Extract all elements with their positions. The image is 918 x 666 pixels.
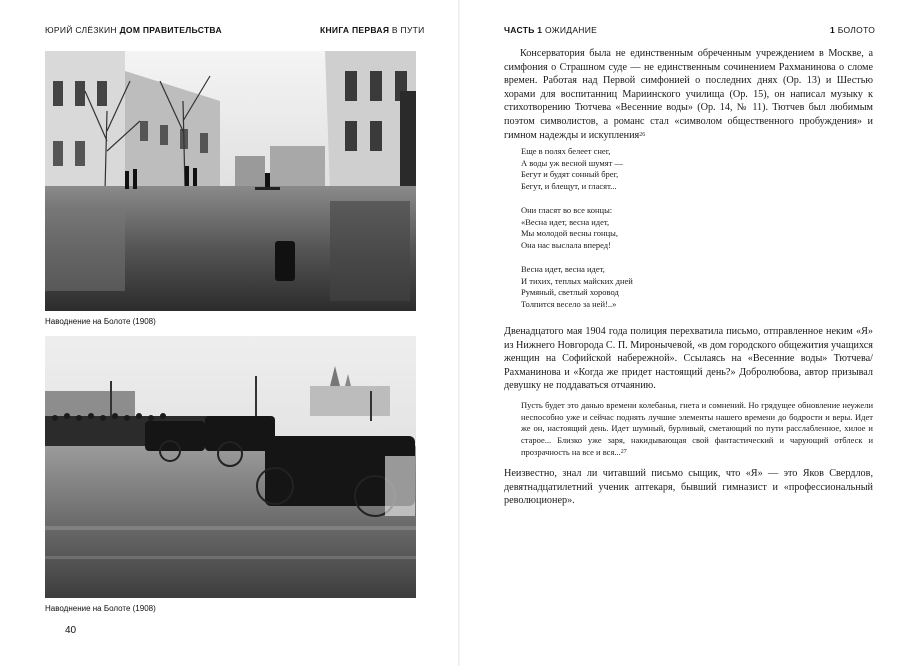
poem-line: «Весна идет, весна идет, bbox=[521, 216, 610, 227]
footnote-ref-27: 27 bbox=[620, 448, 627, 455]
poem-stanza-3 bbox=[521, 264, 861, 311]
poem-line: Толпится весело за ней!..» bbox=[521, 299, 617, 310]
poem-stanza-1 bbox=[521, 146, 861, 193]
paragraph-2: Двенадцатого мая 1904 года полиция перехватила письмо, отправленное неким «Я» из Нижнего Новгорода С. П. Миронычевой, «в дом городского общежития учащихся женщин на Софийской набережной». Ссылаясь на «Весенние воды» Тютчева/Рахманинова и «Когда же придет настоящий день?» Добролюбова, автор призывал девушку не поддаваться отчаянию. bbox=[504, 326, 873, 392]
left-part-header bbox=[320, 25, 425, 35]
poem-line: Она нас выслала вперед! bbox=[521, 240, 611, 251]
poem-line: А воды уж весной шумят — bbox=[521, 157, 624, 168]
left-running-header bbox=[45, 25, 222, 35]
author-name: ЮРИЙ СЛЁЗКИН bbox=[45, 25, 117, 35]
poem-line: Они гласят во все концы: bbox=[521, 205, 613, 215]
book-title: ДОМ ПРАВИТЕЛЬСТВА bbox=[119, 25, 222, 35]
poem-line: Мы молодой весны гонцы, bbox=[521, 228, 618, 239]
photo-caption-2: Наводнение на Болоте (1908) bbox=[45, 604, 156, 613]
photo-flood-street bbox=[45, 51, 416, 311]
section-number: 1 bbox=[830, 25, 836, 35]
page-number-left: 40 bbox=[65, 625, 77, 636]
poem-line: Еще в полях белеет снег, bbox=[521, 146, 611, 156]
part-title: КНИГА ПЕРВАЯ bbox=[320, 25, 390, 35]
section-header bbox=[830, 25, 875, 35]
poem-line: Бегут, и блещут, и гласят... bbox=[521, 181, 617, 192]
poem-line: Румяный, светлый хоровод bbox=[521, 287, 619, 298]
paragraph-3: Неизвестно, знал ли читавший письмо сыщик, что «Я» — это Яков Свердлов, девятнадцатилетний ученик аптекаря, бывший гимназист и «профессиональный революционер». bbox=[504, 468, 873, 507]
paragraph-1: Консерватория была не единственным обреченным учреждением в Москве, а симфония о Страшном суде — не единственным сочинением Рахманинова о сломе времен. Работая над Первой симфонией о последних днях (Ор. 13) и Шестью хорами для воспитанниц Мариинского училища (Ор. 15), он написал музыку к стихотворению Тютчева «Весенние воды» (Ор. 14, № 11). Тютчев был любимым поэтом символистов, а романс стал «символом общественного пробуждения» и гимном надежды и искупления$^{26}$ bbox=[504, 48, 873, 141]
photo-caption-1: Наводнение на Болоте (1908) bbox=[45, 317, 156, 326]
chapter-label: ЧАСТЬ 1 bbox=[504, 25, 543, 35]
chapter-title: ОЖИДАНИЕ bbox=[545, 25, 598, 35]
poem-line: Бегут и будят сонный брег, bbox=[521, 169, 619, 180]
book-gutter bbox=[458, 0, 460, 666]
poem-stanza-2 bbox=[521, 205, 861, 252]
photo-flood-carriages bbox=[45, 336, 416, 598]
section-title: БОЛОТО bbox=[837, 25, 876, 35]
poem-line: И тихих, теплых майских дней bbox=[521, 275, 633, 286]
letter-quote: Пусть будет это данью времени колебанья, гнета и сомнений. Но грядущее обновление неужели неспособно уже и сейчас поднять лучшие элементы нашего времени до бодрости и веры. Идет же он, настоящий день. Идет шумный, бурливый, сметающий по пути расслабленное, хилое и старое... Близко уже заря, накидывающая свой фантастический и чарующий отблеск и прозрачность на все и вся...$^{27}$ bbox=[521, 400, 873, 457]
part-subtitle: В ПУТИ bbox=[391, 25, 425, 35]
poem-line: Весна идет, весна идет, bbox=[521, 264, 605, 274]
footnote-ref-26: 26 bbox=[639, 131, 646, 138]
right-running-header bbox=[504, 25, 597, 35]
